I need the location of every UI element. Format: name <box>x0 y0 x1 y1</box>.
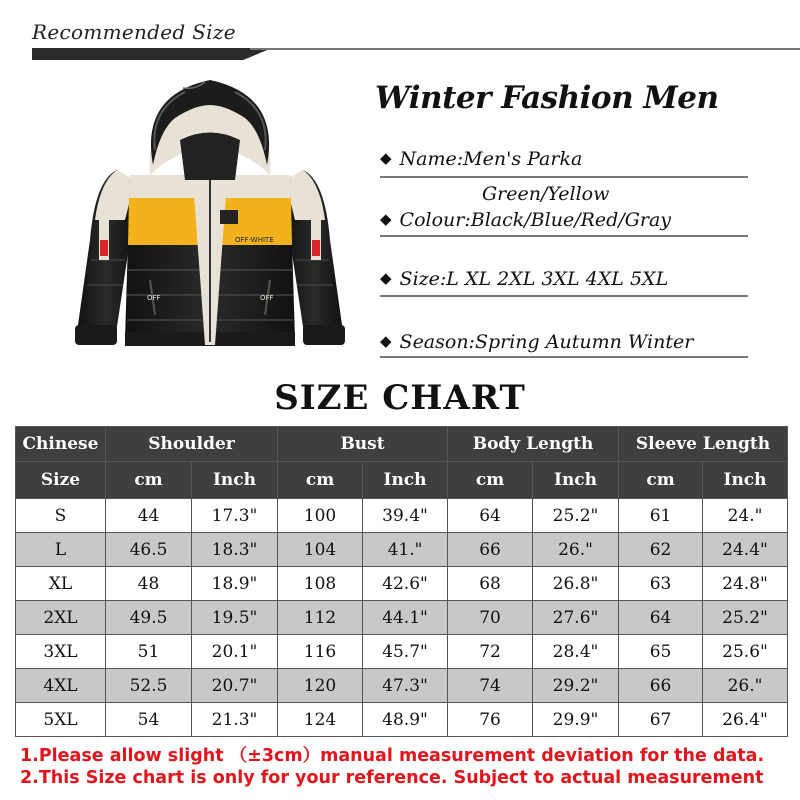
table-cell: 116 <box>278 635 363 669</box>
header <box>0 0 800 62</box>
table-cell: 70 <box>448 601 533 635</box>
table-cell: 17.3" <box>192 499 278 533</box>
unit-header: cm <box>106 462 192 499</box>
table-row <box>16 635 788 669</box>
product-name-row <box>380 148 582 170</box>
product-colour-row <box>380 209 671 231</box>
table-row <box>16 601 788 635</box>
diamond-bullet-icon: ◆ <box>380 149 392 167</box>
table-cell: 64 <box>448 499 533 533</box>
unit-header: Inch <box>533 462 619 499</box>
size-label-cell: XL <box>16 567 106 601</box>
table-cell: 112 <box>278 601 363 635</box>
table-cell: 18.3" <box>192 533 278 567</box>
unit-header: cm <box>448 462 533 499</box>
product-season-row <box>380 331 693 353</box>
table-cell: 72 <box>448 635 533 669</box>
table-cell: 74 <box>448 669 533 703</box>
product-colour: Colour:Black/Blue/Red/Gray <box>399 209 672 231</box>
size-chart-title: SIZE CHART <box>274 378 526 418</box>
table-cell: 39.4" <box>363 499 448 533</box>
table-cell: 68 <box>448 567 533 601</box>
table-cell: 41." <box>363 533 448 567</box>
header-bust: Bust <box>278 427 448 462</box>
table-cell: 67 <box>619 703 703 737</box>
diamond-bullet-icon: ◆ <box>380 210 392 228</box>
table-row <box>16 499 788 533</box>
info-divider <box>380 356 748 358</box>
table-cell: 26." <box>703 669 788 703</box>
product-sizes: Size:L XL 2XL 3XL 4XL 5XL <box>399 268 669 290</box>
table-cell: 29.9" <box>533 703 619 737</box>
table-cell: 21.3" <box>192 703 278 737</box>
table-cell: 61 <box>619 499 703 533</box>
size-label-cell: L <box>16 533 106 567</box>
table-row <box>16 669 788 703</box>
info-divider <box>380 235 748 237</box>
size-label-cell: S <box>16 499 106 533</box>
table-cell: 45.7" <box>363 635 448 669</box>
size-chart-table <box>15 426 788 737</box>
table-cell: 76 <box>448 703 533 737</box>
header-title: Recommended Size <box>32 20 236 44</box>
product-name: Name:Men's Parka <box>399 148 583 170</box>
table-cell: 25.6" <box>703 635 788 669</box>
table-cell: 49.5 <box>106 601 192 635</box>
table-cell: 25.2" <box>533 499 619 533</box>
table-row <box>16 567 788 601</box>
header-size: Size <box>16 462 106 499</box>
table-cell: 100 <box>278 499 363 533</box>
table-cell: 28.4" <box>533 635 619 669</box>
header-chinese: Chinese <box>16 427 106 462</box>
table-cell: 62 <box>619 533 703 567</box>
header-shoulder: Shoulder <box>106 427 278 462</box>
diamond-bullet-icon: ◆ <box>380 332 392 350</box>
size-label-cell: 4XL <box>16 669 106 703</box>
table-cell: 24.8" <box>703 567 788 601</box>
table-cell: 44 <box>106 499 192 533</box>
table-cell: 66 <box>448 533 533 567</box>
table-cell: 24.4" <box>703 533 788 567</box>
jacket-image <box>55 70 365 370</box>
jacket-pocket-text: OFF <box>147 294 161 302</box>
table-cell: 48 <box>106 567 192 601</box>
note-1: 1.Please allow slight （±3cm）manual measurement deviation for the data. <box>20 746 765 766</box>
size-label-cell: 2XL <box>16 601 106 635</box>
info-divider <box>380 176 748 178</box>
diamond-bullet-icon: ◆ <box>380 269 392 287</box>
table-cell: 20.1" <box>192 635 278 669</box>
table-cell: 26.8" <box>533 567 619 601</box>
table-cell: 19.5" <box>192 601 278 635</box>
table-cell: 54 <box>106 703 192 737</box>
table-cell: 44.1" <box>363 601 448 635</box>
product-title: Winter Fashion Men <box>375 80 719 116</box>
size-label-cell: 3XL <box>16 635 106 669</box>
table-cell: 25.2" <box>703 601 788 635</box>
table-cell: 27.6" <box>533 601 619 635</box>
unit-header: Inch <box>192 462 278 499</box>
table-cell: 18.9" <box>192 567 278 601</box>
unit-header: cm <box>619 462 703 499</box>
info-divider <box>380 295 748 297</box>
table-cell: 108 <box>278 567 363 601</box>
table-cell: 26." <box>533 533 619 567</box>
header-divider <box>250 48 800 50</box>
product-season: Season:Spring Autumn Winter <box>399 331 694 353</box>
table-row <box>16 533 788 567</box>
table-cell: 64 <box>619 601 703 635</box>
header-body-length: Body Length <box>448 427 619 462</box>
table-cell: 42.6" <box>363 567 448 601</box>
table-cell: 124 <box>278 703 363 737</box>
table-row <box>16 703 788 737</box>
size-chart-body <box>16 499 788 737</box>
table-cell: 47.3" <box>363 669 448 703</box>
table-cell: 29.2" <box>533 669 619 703</box>
table-cell: 63 <box>619 567 703 601</box>
table-cell: 66 <box>619 669 703 703</box>
table-cell: 24." <box>703 499 788 533</box>
product-colour-extra: Green/Yellow <box>482 183 610 205</box>
table-cell: 51 <box>106 635 192 669</box>
header-ribbon <box>32 48 272 60</box>
table-cell: 52.5 <box>106 669 192 703</box>
table-cell: 120 <box>278 669 363 703</box>
note-2: 2.This Size chart is only for your reference. Subject to actual measurement <box>20 768 764 788</box>
table-cell: 65 <box>619 635 703 669</box>
product-size-row <box>380 268 668 290</box>
unit-header: Inch <box>363 462 448 499</box>
unit-header: Inch <box>703 462 788 499</box>
size-label-cell: 5XL <box>16 703 106 737</box>
header-sleeve-length: Sleeve Length <box>619 427 788 462</box>
jacket-chest-text: OFF-WHITE <box>235 236 274 244</box>
table-cell: 46.5 <box>106 533 192 567</box>
table-cell: 26.4" <box>703 703 788 737</box>
table-cell: 104 <box>278 533 363 567</box>
table-cell: 20.7" <box>192 669 278 703</box>
jacket-pocket-text-right: OFF <box>260 294 274 302</box>
unit-header: cm <box>278 462 363 499</box>
table-cell: 48.9" <box>363 703 448 737</box>
